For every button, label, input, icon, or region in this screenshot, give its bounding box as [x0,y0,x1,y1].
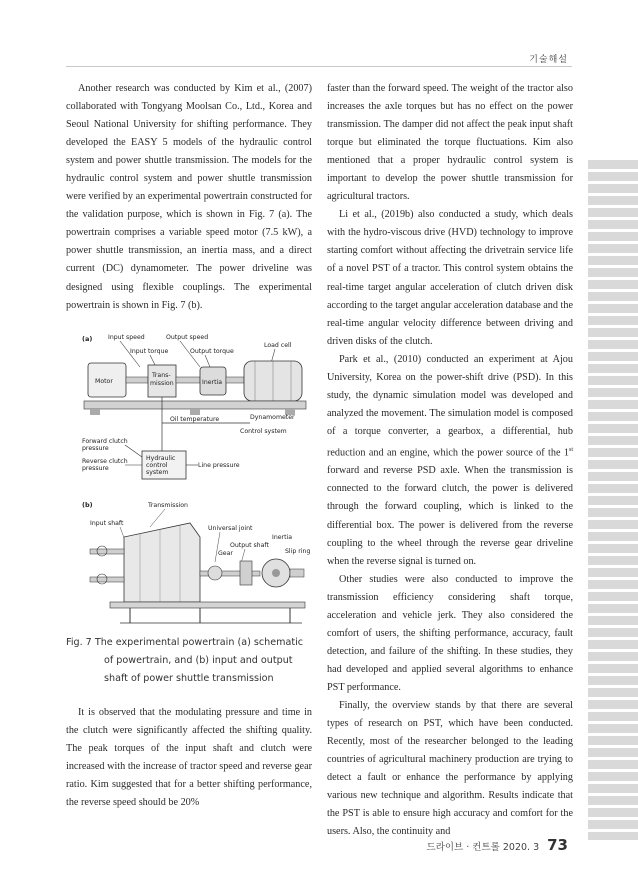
label-load-cell: Load cell [264,342,292,349]
transmission-housing [124,523,200,602]
label-inertia: Inertia [202,379,223,386]
right-column [327,80,573,841]
left-column-top [66,80,312,315]
label-gear: Gear [218,550,233,557]
superscript: st [568,446,573,453]
journal-name: 드라이브 · 컨트롤 2020. 3 [426,842,540,853]
left-column-bottom [66,704,312,812]
label-reverse-clutch-2: pressure [82,465,109,472]
label-trans-2: mission [150,380,174,387]
label-forward-clutch-2: pressure [82,445,109,452]
label-universal-joint: Universal joint [208,525,253,532]
label-inertia-b: Inertia [272,534,293,541]
label-input-speed: Input speed [108,334,145,341]
label-input-torque: Input torque [130,348,169,355]
page-number: 73 [547,836,568,854]
paragraph [327,351,573,571]
label-output-shaft: Output shaft [230,542,269,549]
paragraph: Li et al., (2019b) also conducted a study, which deals with the hydro-viscous drive (HVD) technology to improve starting comfort without affecting the drivetrain service life of a novel PST of a tractor. This control system obtains the real-time target angular acceleration of clutch driven disk according to the target angular acceleration database and the real-time angular velocity difference between driving and driven disks of the clutch. [327,209,573,347]
label-control-system: Control system [240,428,287,435]
label-reverse-clutch-1: Reverse clutch [82,458,128,465]
label-hydraulic-1: Hydraulic [146,455,176,462]
label-output-speed: Output speed [166,334,209,341]
label-hydraulic-2: control [146,462,168,469]
label-motor: Motor [95,378,113,385]
label-dynamometer: Dynamometer [250,414,295,421]
panel-a-label: (a) [82,335,93,343]
label-slip-ring: Slip ring [285,548,310,555]
paragraph-text: Park et al., (2010) conducted an experiment at Ajou University, Korea on the power-shift drive (PSD). In this study, the dynamic simulation model was developed and analyzed the movement. The simulation model is composed of a torque converter, a gearbox, a differential, hub reduction and an engine, which the power source of the 1 [327,353,573,459]
label-trans-1: Trans- [152,372,171,379]
header-rule [66,66,572,67]
page-footer [427,836,568,854]
label-input-shaft: Input shaft [90,520,124,527]
caption-line-1: Fig. 7 The experimental powertrain (a) schematic [66,637,304,648]
label-output-torque: Output torque [190,348,234,355]
label-transmission: Transmission [148,502,188,509]
caption-line-3: shaft of power shuttle transmission [104,673,274,684]
paragraph: It is observed that the modulating pressure and time in the clutch were significantly affected the shifting quality. The peak torques of the input shaft and clutch were increased with the increase of tractor speed and reverse gear ratio. Kim suggested that for a better shifting performance, the reverse speed should be 20% [66,707,312,808]
paragraph-text: forward and reverse PSD axle. When the transmission is connected to the forward clutch, the power is delivered through the forward coupling, which is linked to the differential box. The power is delivered from the reverse coupling to the wheel through the reverse gear driveline when the reverse signal is turned on. [327,465,573,567]
figure-caption [66,634,316,688]
paragraph: faster than the forward speed. The weight of the tractor also increases the axle torques but has no effect on the power transmission. The damper did not affect the peak input shaft torque but eliminated the torque fluctuations. Kim also mentioned that a proper hydraulic control system is important to develop the power shuttle transmission for agricultural tractors. [327,83,573,203]
paragraph: Finally, the overview stands by that there are several types of research on PST, which have been conducted. Recently, most of the researcher belonged to the leading countries of agricultural machinery production are trying to detect a fault or enhance the performance by applying various new technique and algorithm. Results indicate that the PST is able to ensure high accuracy and comfort for the users. Also, the continuity and [327,699,573,838]
margin-stripes [588,160,638,840]
paragraph: Other studies were also conducted to improve the transmission efficiency considering shaft torque, acceleration and vehicle jerk. They also considered the comfort of users, the shifting performance, accuracy, fault detection, and failure of the shifting. In these studies, they had developed and applied several algorithms to enhance PST performance. [327,573,573,693]
label-hydraulic-3: system [146,469,169,476]
frame-base [110,602,305,608]
base-plate [84,401,306,409]
panel-b-label: (b) [82,501,93,509]
label-oil-temperature: Oil temperature [170,416,220,423]
label-forward-clutch-1: Forward clutch [82,438,128,445]
section-label: 기술해설 [529,55,568,65]
caption-line-2: of powertrain, and (b) input and output [104,655,293,666]
label-line-pressure: Line pressure [198,462,240,469]
figure-7 [80,327,310,627]
paragraph: Another research was conducted by Kim et al., (2007) collaborated with Tongyang Moolsan Co., Ltd., Korea and Seoul National University for shifting performance. They developed the EASY 5 models of the hydraulic control system and power shuttle transmission. The models for the hydraulic control system and power shuttle transmission were verified by an experimental powertrain constructed for the validation purpose, which is shown in Fig. 7 (a). The powertrain comprises a variable speed motor (7.5 kW), a power shuttle transmission, an inertia mass, and a direct current (DC) dynamometer. The power driveline was designed using flexible couplings. The experimental powertrain is shown in Fig. 7 (b). [66,83,312,311]
